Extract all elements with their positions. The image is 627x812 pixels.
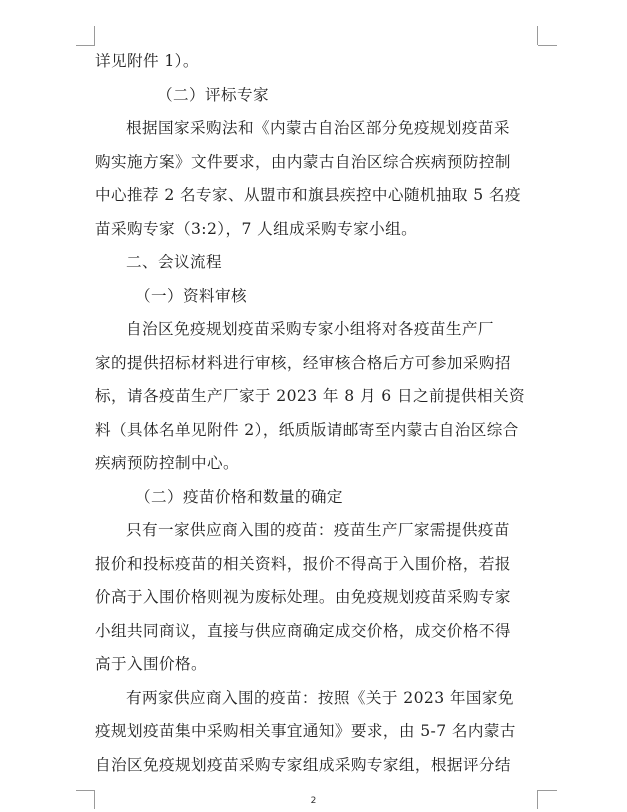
crop-mark-top-left-v (94, 26, 95, 45)
paragraph-line: 自治区免疫规划疫苗采购专家组成采购专家组，根据评分结 (95, 755, 511, 774)
paragraph-line: 购实施方案》文件要求，由内蒙古自治区综合疾病预防控制 (95, 152, 511, 171)
paragraph-line: 疫规划疫苗集中采购相关事宜通知》要求，由 5-7 名内蒙古 (95, 722, 516, 740)
section-heading-document-review: （一）资料审核 (135, 286, 247, 305)
paragraph-line: 标，请各疫苗生产厂家于 2023 年 8 月 6 日之前提供相关资 (95, 387, 525, 405)
crop-mark-bottom-left-h (76, 790, 95, 791)
paragraph-line: 疾病预防控制中心。 (95, 454, 239, 472)
paragraph-line: 中心推荐 2 名专家、从盟市和旗县疾控中心随机抽取 5 名疫 (95, 186, 521, 204)
section-heading-meeting-process: 二、会议流程 (126, 253, 222, 271)
crop-mark-top-right-h (538, 45, 557, 46)
paragraph-line: 料（具体名单见附件 2），纸质版请邮寄至内蒙古自治区综合 (95, 420, 519, 439)
crop-mark-top-left-h (76, 45, 95, 46)
crop-mark-bottom-right-h (538, 790, 557, 791)
page-number: 2 (310, 796, 317, 806)
paragraph-line: 自治区免疫规划疫苗采购专家小组将对各疫苗生产厂 (126, 320, 494, 338)
paragraph-line: 只有一家供应商入围的疫苗：疫苗生产厂家需提供疫苗 (126, 521, 510, 539)
paragraph-line: 根据国家采购法和《内蒙古自治区部分免疫规划疫苗采 (126, 119, 510, 137)
paragraph-line: 家的提供招标材料进行审核，经审核合格后方可参加采购招 (95, 353, 511, 372)
paragraph-line: 有两家供应商入围的疫苗：按照《关于 2023 年国家免 (126, 688, 514, 707)
section-heading-price-quantity: （二）疫苗价格和数量的确定 (135, 487, 343, 506)
paragraph-line: 报价和投标疫苗的相关资料，报价不得高于入围价格，若报 (95, 554, 511, 573)
paragraph-line: 小组共同商议，直接与供应商确定成交价格，成交价格不得 (95, 621, 511, 640)
crop-mark-top-right-v (537, 26, 538, 45)
paragraph-line: 价高于入围价格则视为废标处理。由免疫规划疫苗采购专家 (95, 588, 511, 606)
paragraph-line: 高于入围价格。 (95, 655, 207, 673)
body-line: 详见附件 1）。 (95, 52, 199, 70)
paragraph-line: 苗采购专家（3:2），7 人组成采购专家小组。 (95, 219, 418, 238)
document-body (95, 45, 535, 782)
section-heading-review-experts: （二）评标专家 (157, 85, 269, 104)
